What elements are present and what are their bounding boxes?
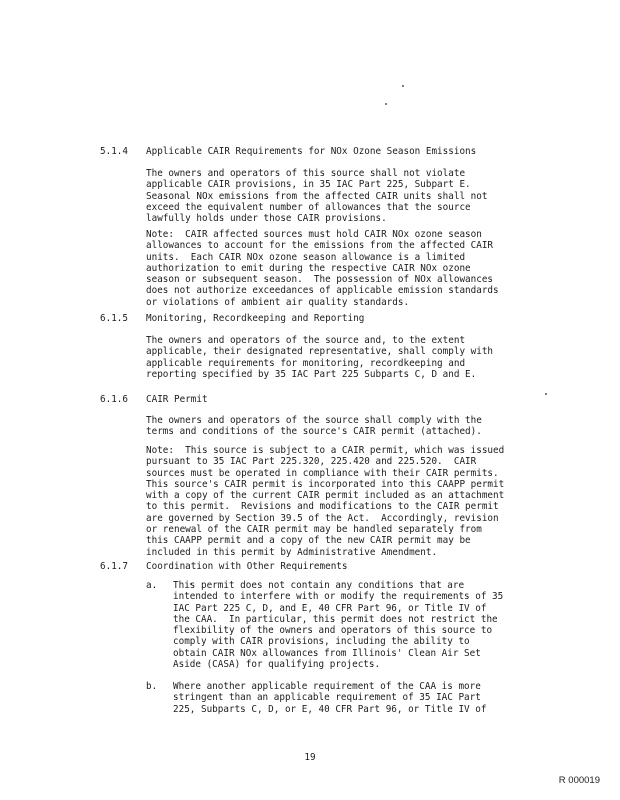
section-heading: Monitoring, Recordkeeping and Reporting — [146, 313, 365, 324]
paragraph — [146, 335, 518, 380]
text-line: stringent than an applicable requirement of 35 IAC Part — [173, 692, 481, 704]
paragraph — [146, 168, 518, 224]
text-line: intended to interfere with or modify the requirements of 35 — [173, 591, 504, 603]
text-line: This source's CAIR permit is incorporated into this CAAPP permit — [146, 478, 505, 490]
text-line: reporting specified by 35 IAC Part 225 Subparts C, D and E. — [146, 368, 477, 380]
list-item-letter: b. — [146, 681, 158, 692]
text-line: Note: CAIR affected sources must hold CAIR NOx ozone season — [146, 229, 482, 240]
section-heading: Coordination with Other Requirements — [146, 561, 348, 572]
text-line: included in this permit by Administrative Amendment. — [146, 546, 438, 558]
text-line: obtain CAIR NOx allowances from Illinois' Clean Air Set — [173, 647, 481, 659]
text-line: lawfully holds under those CAIR provisions. — [146, 213, 387, 225]
text-line: Note: This source is subject to a CAIR permit, which was issued — [146, 445, 505, 456]
section-number: 6.1.6 — [100, 394, 128, 405]
text-line: are governed by Section 39.5 of the Act. Accordingly, revision — [146, 512, 499, 524]
text-line: does not authorize exceedances of applicable emission standards — [146, 285, 499, 297]
text-line: flexibility of the owners and operators of this source to — [173, 625, 493, 637]
text-line: the CAA. In particular, this permit does not restrict the — [173, 613, 498, 625]
text-line: The owners and operators of the source shall comply with the — [146, 415, 482, 426]
text-line: 225, Subparts C, D, or E, 40 CFR Part 96, or Title IV of — [173, 703, 487, 715]
list-item — [173, 580, 518, 670]
list-item-letter: a. — [146, 580, 158, 591]
text-line: Seasonal NOx emissions from the affected CAIR units shall not — [146, 190, 488, 202]
text-line: comply with CAIR provisions, including the ability to — [173, 636, 470, 648]
text-line: IAC Part 225 C, D, and E, 40 CFR Part 96, or Title IV of — [173, 602, 487, 614]
scan-speck — [385, 103, 387, 105]
text-line: to this permit. Revisions and modifications to the CAIR permit — [146, 501, 499, 513]
section-number: 6.1.5 — [100, 313, 128, 324]
text-line: season or subsequent season. The possession of NOx allowances — [146, 274, 494, 286]
section-heading: Applicable CAIR Requirements for NOx Ozone Season Emissions — [146, 146, 477, 157]
section-heading: CAIR Permit — [146, 394, 208, 405]
scan-speck — [545, 393, 547, 395]
text-line: applicable, their designated representative, shall comply with — [146, 346, 494, 358]
list-item — [173, 681, 518, 715]
paragraph — [146, 445, 518, 558]
text-line: The owners and operators of this source shall not violate — [146, 168, 466, 179]
text-line: applicable CAIR provisions, in 35 IAC Part 225, Subpart E. — [146, 179, 471, 191]
text-line: authorization to emit during the respective CAIR NOx ozone — [146, 262, 471, 274]
page-number: 19 — [304, 752, 316, 763]
section-number: 6.1.7 — [100, 561, 128, 572]
text-line: sources must be operated in compliance with their CAIR permits. — [146, 467, 499, 479]
text-line: allowances to account for the emissions from the affected CAIR — [146, 240, 494, 252]
text-line: exceed the equivalent number of allowances that the source — [146, 201, 471, 213]
text-line: with a copy of the current CAIR permit included as an attachment — [146, 490, 505, 502]
text-line: Aside (CASA) for qualifying projects. — [173, 659, 381, 671]
scan-speck — [402, 85, 404, 87]
text-line: Where another applicable requirement of the CAA is more — [173, 681, 481, 692]
text-line: The owners and operators of the source and, to the extent — [146, 335, 466, 346]
bates-number: R 000019 — [558, 775, 600, 786]
text-line: This permit does not contain any conditions that are — [173, 580, 465, 591]
paragraph — [146, 415, 518, 438]
paragraph — [146, 229, 518, 308]
text-line: or violations of ambient air quality standards. — [146, 296, 410, 308]
text-line: or renewal of the CAIR permit may be handled separately from — [146, 524, 482, 536]
section-number: 5.1.4 — [100, 146, 128, 157]
text-line: pursuant to 35 IAC Part 225.320, 225.420 and 225.520. CAIR — [146, 456, 477, 468]
text-line: terms and conditions of the source's CAIR permit (attached). — [146, 426, 482, 438]
text-line: this CAAPP permit and a copy of the new CAIR permit may be — [146, 535, 471, 547]
text-line: units. Each CAIR NOx ozone season allowance is a limited — [146, 251, 466, 263]
text-line: applicable requirements for monitoring, recordkeeping and — [146, 357, 466, 369]
